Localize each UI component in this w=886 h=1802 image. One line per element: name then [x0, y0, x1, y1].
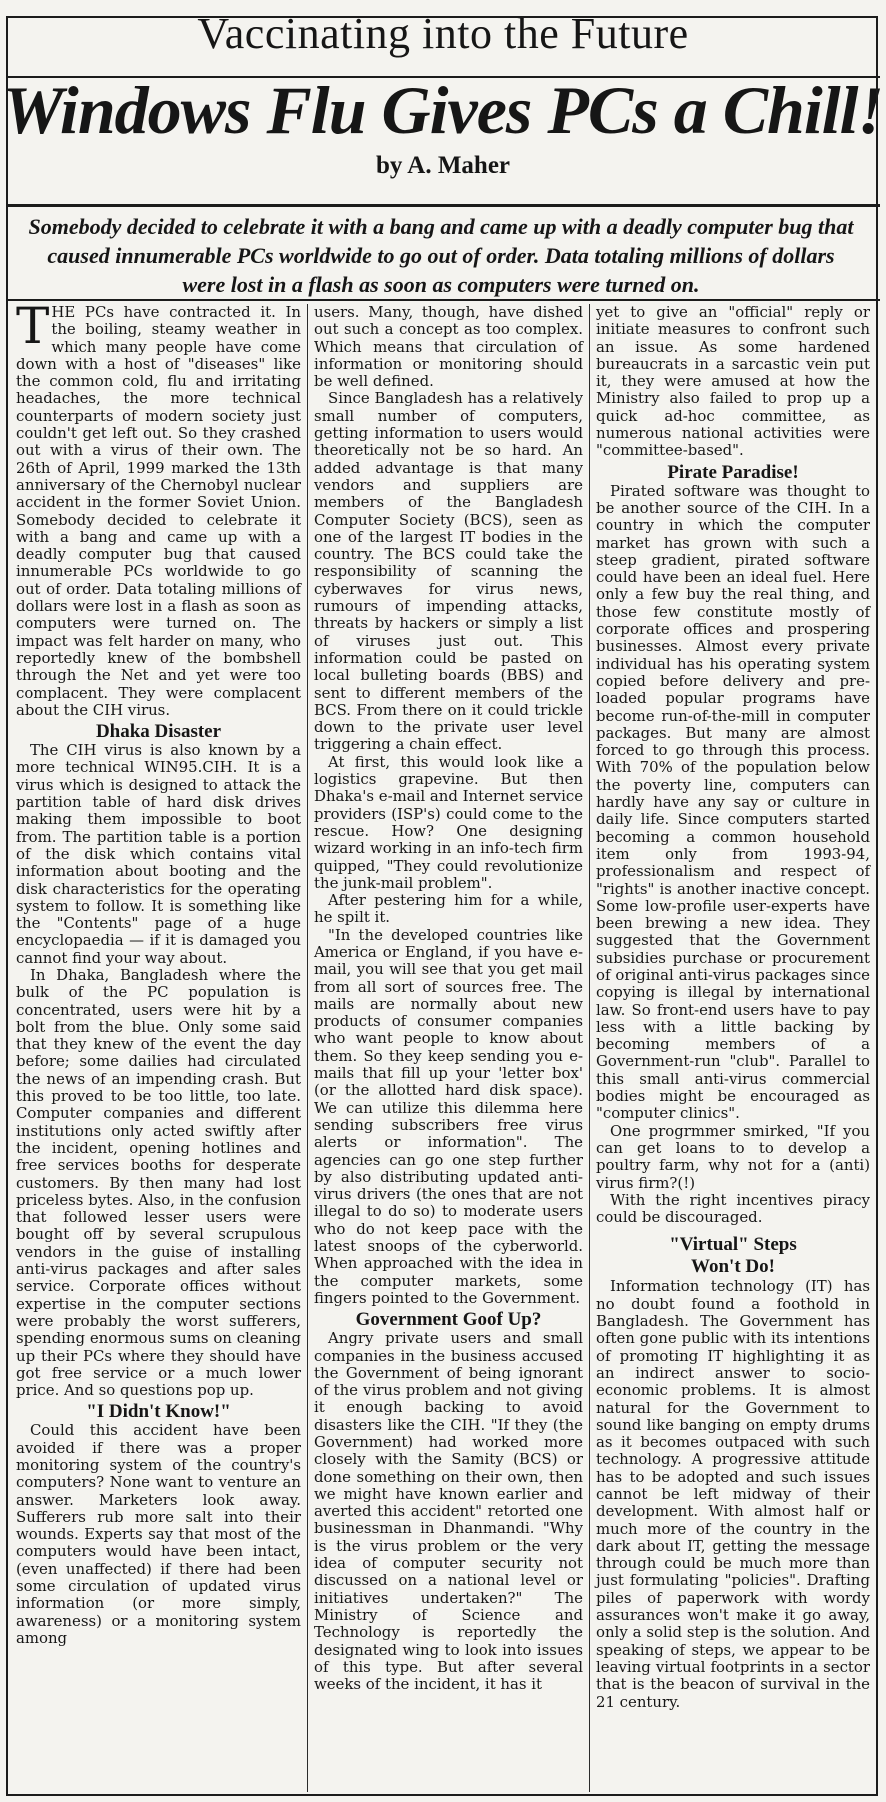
deck: Somebody decided to celebrate it with a bang and came up with a deadly computer bug that caused innumerable PCs worldwide to go out of order. Data totaling millions of dollars were lost in a flash as soon as computers were turned on.	[28, 214, 854, 297]
paragraph: yet to give an "official" reply or initiate measures to confront such an issue. As some hardened bureaucrats in a sarcastic vein put it, they were amused at how the Ministry also failed to prop up a quick ad-hoc committee, as numerous national activities were "committee-based".	[596, 304, 870, 460]
paragraph: The CIH virus is also known by a more technical WIN95.CIH. It is a virus which is designed to attack the partition table of hard disk drives making them impossible to boot from. The partition table is a portion of the disk which contains vital information about booting and the disk characteristics for the operating system to follow. It is something like the "Contents" page of a huge encyclopaedia — if it is damaged you cannot find your way about.	[16, 741, 301, 967]
paragraph: Since Bangladesh has a relatively small number of computers, getting information to users would theoretically not be so hard. An added advantage is that many vendors and suppliers are members of the Bangladesh Computer Society (BCS), seen as one of the largest IT bodies in the country. The BCS could take the responsibility of scanning the cyberwaves for virus news, rumours of impending attacks, threats by hackers or simply a list of viruses just out. This information could be pasted on local bulleting boards (BBS) and sent to different members of the BCS. From there on it could trickle down to the private user level triggering a chain effect.	[314, 389, 583, 754]
subhead-line-1: "Virtual" Steps	[669, 1234, 797, 1256]
paragraph: users. Many, though, have dished out such a concept as too complex. Which means that circulation of information or monitoring should be well defined.	[314, 304, 583, 391]
paragraph: With the right incentives piracy could be discouraged.	[596, 1190, 870, 1227]
paragraph: Angry private users and small companies in the business accused the Government of being ignorant of the virus problem and not giving it enough backing to avoid disasters like the CIH. "If they (the Government) had worked more closely with the Samity (BCS) or done something on their own, then we might have known earlier and averted this accident" retorted one businessman in Dhanmandi. "Why is the virus problem or the very idea of computer security not discussed on a national level or initiatives undertaken?" The Ministry of Science and Technology is reportedly the designated wing to look into issues of this type. But after several weeks of the incident, it has it	[314, 1329, 583, 1694]
headline-rule	[6, 204, 880, 207]
paragraph: After pestering him for a while, he spilt it.	[314, 891, 583, 927]
paragraph: Pirated software was thought to be another source of the CIH. In a country in which the computer market has grown with such a steep gradient, pirated software could have been an ideal fuel. Here only a few buy the real thing, and those few constitute mostly of corporate offices and prospering businesses. Almost every private individual has his operating system copied before delivery and pre-loaded popular programs have become run-of-the-mill in computer packages. But many are almost forced to go through this process. With 70% of the population below the poverty line, computers can hardly have any say or culture in daily life. Since computers started becoming a common household item only from 1993-94, professionalism and respect of "rights" is another inactive concept. Some low-profile user-experts have been brewing a new idea. They suggested that the Government subsidies purchase or procurement of original anti-virus packages since copying is illegal by international law. So front-end users have to pay less with a little backing by becoming members of a Government-run "club". Parallel to this small anti-virus commercial bodies might be encouraged as "computer clinics".	[596, 481, 870, 1123]
article-body	[10, 304, 876, 1792]
kicker: Vaccinating into the Future	[197, 9, 689, 58]
paragraph: Information technology (IT) has no doubt found a foothold in Bangladesh. The Government has often gone public with its intentions of promoting IT highlighting it as an indirect answer to socio-economic problems. It is almost natural for the Government to sound like banging on empty drums as it becomes outpaced with such technology. A progressive attitude has to be adopted and such issues cannot be left midway of their development. With almost half or much more of the country in the dark about IT, getting the message through could be much more than just formulating "policies". Drafting piles of paperwork with wordy assurances won't make it go away, only a solid step is the solution. And speaking of steps, we appear to be leaving virtual footprints in a sector that is the beacon of survival in the 21 century.	[596, 1277, 870, 1711]
deck-rule	[6, 299, 880, 301]
paragraph: At first, this would look like a logistics grapevine. But then Dhaka's e-mail and Internet service providers (ISP's) could come to the rescue. How? One designing wizard working in an info-tech firm quipped, "They could revolutionize the junk-mail problem".	[314, 752, 584, 892]
paragraph: In Dhaka, Bangladesh where the bulk of the PC population is concentrated, users were hit by a bolt from the blue. Only some said that they knew of the event the day before; some dailies had circulated the news of an impending crash. But this proved to be too little, too late. Computer companies and different institutions only acted swiftly after the incident, opening hotlines and free services booths for desperate customers. By then many had lost priceless bytes. Also, in the confusion that followed lesser users were bought off by several scrupulous vendors in the guise of installing anti-virus packages and after sales service. Corporate offices without expertise in the computer sections were probably the worst sufferers, spending enormous sums on cleaning up their PCs where they should have got free service or a much lower price. And so questions pop up.	[16, 965, 301, 1400]
byline: by A. Maher	[375, 152, 511, 179]
subhead-virtual-steps	[596, 1234, 870, 1278]
subhead-i-didnt-know: "I Didn't Know!"	[86, 1401, 231, 1423]
paragraph: "In the developed countries like America or England, if you have e-mail, you will see that you get mail from all sort of sources free. The mails are normally about new products of consumer companies who want people to know about them. So they keep sending you e-mails that fill up your 'letter box' (or the allotted hard disk space). We can utilize this dilemma here sending subscribers free virus alerts or information". The agencies can go one step further by also distributing updated anti-virus drivers (the ones that are not illegal to do so) to moderate users who do not keep pace with the latest snoops of the cyberworld. When approached with the idea in the computer markets, some fingers pointed to the Government.	[314, 925, 583, 1307]
column-3	[590, 304, 876, 1792]
subhead-line-2: Won't Do!	[691, 1256, 775, 1278]
column-2	[308, 304, 590, 1792]
column-1	[10, 304, 308, 1792]
kicker-rule	[6, 76, 880, 78]
subhead-dhaka-disaster: Dhaka Disaster	[95, 721, 222, 743]
paragraph: THE PCs have contracted it. In the boiling, steamy weather in which many people have come down with a host of "diseases" like the common cold, flu and irritating headaches, the more technical counterparts of modern society just couldn't get left out. So they crashed out with a virus of their own. The 26th of April, 1999 marked the 13th anniversary of the Chernobyl nuclear accident in the former Soviet Union. Somebody decided to celebrate it with a bang and came up with a deadly computer bug that caused innumerable PCs worldwide to go out of order. Data totaling millions of dollars were lost in a flash as soon as computers were turned on. The impact was felt harder on many, who reportedly knew of the bombshell through the Net and yet were too complacent. They were complacent about the CIH virus.	[16, 304, 301, 719]
subhead-pirate-paradise: Pirate Paradise!	[667, 461, 799, 483]
paragraph: One progrmmer smirked, "If you can get loans to to develop a poultry farm, why not for a (anti) virus firm?(!)	[596, 1121, 870, 1192]
headline: Windows Flu Gives PCs a Chill!	[2, 72, 884, 148]
subhead-government-goof-up: Government Goof Up?	[355, 1309, 542, 1331]
paragraph: Could this accident have been avoided if there was a proper monitoring system of the country's computers? None want to venture an answer. Marketers look away. Sufferers rub more salt into their wounds. Experts say that most of the computers would have been intact, (even unaffected) if there had been some circulation of updated virus information (or more simply, awareness) or a monitoring system among	[16, 1421, 301, 1647]
